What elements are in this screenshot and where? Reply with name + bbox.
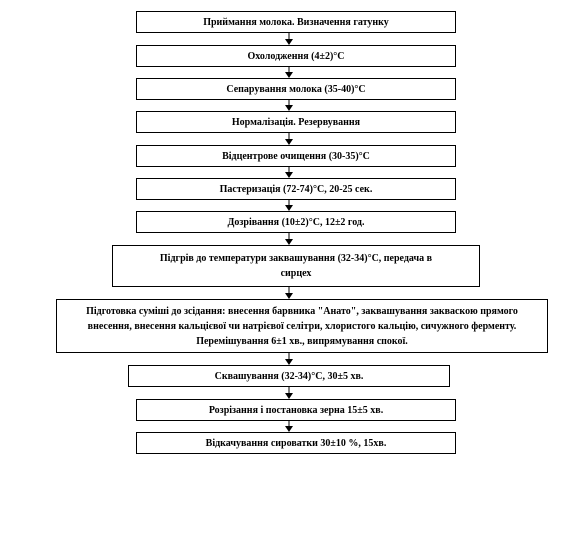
arrow-9 bbox=[285, 353, 293, 365]
arrow-2 bbox=[285, 67, 293, 78]
step-label: Відкачування сироватки 30±10 %, 15хв. bbox=[205, 437, 387, 449]
arrow-4 bbox=[285, 133, 293, 145]
arrow-3 bbox=[285, 100, 293, 111]
arrow-7 bbox=[285, 233, 293, 245]
arrow-1 bbox=[285, 33, 293, 45]
arrow-11 bbox=[285, 421, 293, 432]
step-label: Приймання молока. Визначення гатунку bbox=[203, 16, 389, 28]
arrow-6 bbox=[285, 200, 293, 211]
step-label: Сепарування молока (35-40)°С bbox=[226, 83, 366, 95]
arrow-10 bbox=[285, 387, 293, 399]
arrow-8 bbox=[285, 287, 293, 299]
step-label: Дозрівання (10±2)°С, 12±2 год. bbox=[227, 216, 365, 228]
step-label: Підгрів до температури заквашування (32-34)°С, передача в сирцех bbox=[159, 253, 433, 279]
step-label: Охолодження (4±2)°С bbox=[247, 50, 345, 62]
step-label: Пастеризація (72-74)°С, 20-25 сек. bbox=[219, 183, 373, 195]
arrow-5 bbox=[285, 167, 293, 178]
step-label: Сквашування (32-34)°С, 30±5 хв. bbox=[214, 370, 364, 382]
step-label: Підготовка суміші до зсідання: внесення барвника "Анато", заквашування закваскою прямого внесення, внесення кальцієвої чи натрієвої селітри, хлористого кальцію, сичужного ферменту. Перемішування 6±1 хв., випрямування спокої. bbox=[86, 305, 518, 347]
step-label: Відцентрове очищення (30-35)°С bbox=[222, 150, 370, 162]
step-label: Розрізання і постановка зерна 15±5 хв. bbox=[208, 404, 384, 416]
step-label: Нормалізація. Резервування bbox=[231, 116, 361, 128]
